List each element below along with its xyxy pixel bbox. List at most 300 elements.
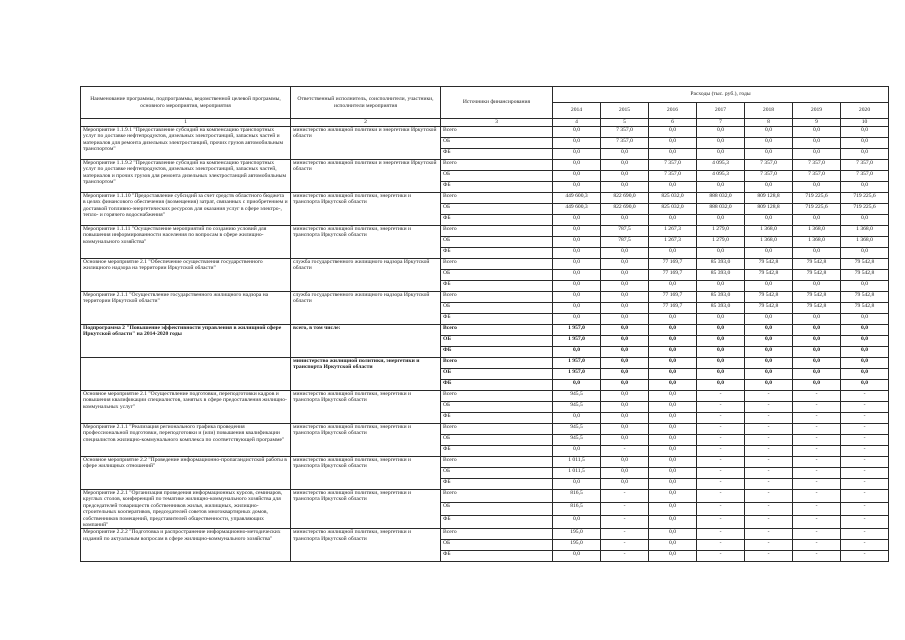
amount-cell: 0,0 xyxy=(553,314,601,325)
column-number: 6 xyxy=(649,119,697,127)
amount-cell: 0,0 xyxy=(745,138,793,149)
amount-cell: 0,0 xyxy=(553,551,601,562)
amount-cell: 0,0 xyxy=(649,149,697,160)
amount-cell: 0,0 xyxy=(841,314,889,325)
amount-cell: - xyxy=(745,540,793,551)
amount-cell: 0,0 xyxy=(649,413,697,424)
amount-cell: 0,0 xyxy=(553,380,601,391)
amount-cell: 79 542,8 xyxy=(841,259,889,270)
amount-cell: 0,0 xyxy=(745,314,793,325)
amount-cell: 7 357,0 xyxy=(745,171,793,182)
amount-cell: 0,0 xyxy=(601,457,649,468)
funding-source-cell: Всего xyxy=(441,259,553,270)
amount-cell: - xyxy=(793,551,841,562)
amount-cell: 7 357,0 xyxy=(745,160,793,171)
table-row xyxy=(81,391,889,402)
funding-source-cell: ОБ xyxy=(441,303,553,314)
amount-cell: 0,0 xyxy=(649,380,697,391)
funding-source-cell: ОБ xyxy=(441,336,553,347)
measure-name-cell xyxy=(81,358,291,391)
amount-cell: - xyxy=(745,402,793,413)
executor-cell: министерство жилищной политики, энергетики и транспорта Иркутской области xyxy=(291,490,441,529)
amount-cell: - xyxy=(697,503,745,516)
amount-cell: 0,0 xyxy=(649,468,697,479)
amount-cell: 945,5 xyxy=(553,435,601,446)
amount-cell: 0,0 xyxy=(793,369,841,380)
amount-cell: 79 542,8 xyxy=(745,270,793,281)
amount-cell: 0,0 xyxy=(697,182,745,193)
amount-cell: 0,0 xyxy=(601,314,649,325)
amount-cell: - xyxy=(841,413,889,424)
table-row xyxy=(81,358,889,369)
amount-cell: 0,0 xyxy=(649,490,697,503)
amount-cell: 0,0 xyxy=(553,171,601,182)
amount-cell: 0,0 xyxy=(553,446,601,457)
funding-source-cell: ОБ xyxy=(441,138,553,149)
amount-cell: 0,0 xyxy=(745,325,793,336)
executor-cell: служба государственного жилищного надзора Иркутской области xyxy=(291,259,441,292)
amount-cell: 0,0 xyxy=(649,358,697,369)
funding-source-cell: Всего xyxy=(441,226,553,237)
amount-cell: 0,0 xyxy=(553,127,601,138)
amount-cell: - xyxy=(745,446,793,457)
amount-cell: 0,0 xyxy=(601,259,649,270)
amount-cell: - xyxy=(745,424,793,435)
funding-source-cell: ФБ xyxy=(441,551,553,562)
amount-cell: 1 279,0 xyxy=(697,226,745,237)
amount-cell: 1 368,0 xyxy=(793,237,841,248)
amount-cell: - xyxy=(841,516,889,529)
amount-cell: - xyxy=(601,503,649,516)
amount-cell: 85 393,0 xyxy=(697,303,745,314)
amount-cell: 0,0 xyxy=(601,391,649,402)
amount-cell: - xyxy=(745,490,793,503)
amount-cell: - xyxy=(793,435,841,446)
amount-cell: 1 279,0 xyxy=(697,237,745,248)
amount-cell: 0,0 xyxy=(601,325,649,336)
amount-cell: - xyxy=(841,468,889,479)
amount-cell: 1 957,0 xyxy=(553,369,601,380)
column-number: 4 xyxy=(553,119,601,127)
amount-cell: 0,0 xyxy=(841,138,889,149)
executor-cell: министерство жилищной политики, энергетики и транспорта Иркутской области xyxy=(291,226,441,259)
executor-cell: министерство жилищной политики, энергетики и транспорта Иркутской области xyxy=(291,529,441,562)
amount-cell: 0,0 xyxy=(553,248,601,259)
amount-cell: 825 032,0 xyxy=(649,193,697,204)
funding-source-cell: Всего xyxy=(441,193,553,204)
amount-cell: - xyxy=(601,490,649,503)
amount-cell: 0,0 xyxy=(601,281,649,292)
amount-cell: 0,0 xyxy=(697,127,745,138)
expenditure-table xyxy=(80,86,889,562)
amount-cell: 79 542,8 xyxy=(841,270,889,281)
measure-name-cell: Мероприятие 2.2.1 "Организация проведения информационных курсов, семинаров, круглых столов, конференций по тематике жилищно-коммунального хозяйства для председателей товариществ собственников жилья, жилищных, жилищно-строительных кооперативов, председателей советов многоквартирных домов, собственников помещений, представителей общественности, управляющих компаний" xyxy=(81,490,291,529)
amount-cell: 945,5 xyxy=(553,424,601,435)
amount-cell: 0,0 xyxy=(649,540,697,551)
executor-cell: министерство жилищной политики, энергетики и транспорта Иркутской области xyxy=(291,391,441,424)
amount-cell: 0,0 xyxy=(601,468,649,479)
amount-cell: 0,0 xyxy=(553,160,601,171)
amount-cell: 0,0 xyxy=(601,270,649,281)
amount-cell: - xyxy=(697,435,745,446)
funding-source-cell: ОБ xyxy=(441,435,553,446)
year-header: 2020 xyxy=(841,103,889,119)
amount-cell: - xyxy=(793,413,841,424)
amount-cell: 1 368,0 xyxy=(841,237,889,248)
amount-cell: 0,0 xyxy=(745,127,793,138)
funding-source-cell: ФБ xyxy=(441,347,553,358)
amount-cell: 0,0 xyxy=(745,149,793,160)
amount-cell: - xyxy=(793,446,841,457)
amount-cell: 0,0 xyxy=(601,380,649,391)
funding-source-cell: ОБ xyxy=(441,237,553,248)
amount-cell: 809 128,8 xyxy=(745,193,793,204)
amount-cell: - xyxy=(745,516,793,529)
amount-cell: 0,0 xyxy=(745,369,793,380)
amount-cell: 0,0 xyxy=(697,347,745,358)
funding-source-cell: ОБ xyxy=(441,171,553,182)
measure-name-cell: Мероприятие 1.1.11 "Осуществление мероприятий по созданию условий для повышения информированности населения по вопросам в сфере жилищно-коммунального хозяйства" xyxy=(81,226,291,259)
amount-cell: 0,0 xyxy=(697,138,745,149)
measure-name-cell: Основное мероприятие 2.1 "Обеспечение осуществления государственного жилищного надзора на территории Иркутской области" xyxy=(81,259,291,292)
measure-name-cell: Мероприятие 2.1.1 "Реализация регионального графика проведения профессиональной подготовки, переподготовки и (или) повышения квалификации специалистов жилищно-коммунального комплекса по соответствующей программе" xyxy=(81,424,291,457)
amount-cell: 0,0 xyxy=(649,369,697,380)
amount-cell: 1 011,5 xyxy=(553,468,601,479)
table-body xyxy=(81,127,889,562)
amount-cell: - xyxy=(697,457,745,468)
amount-cell: 0,0 xyxy=(841,127,889,138)
amount-cell: 79 542,8 xyxy=(841,303,889,314)
funding-source-cell: ФБ xyxy=(441,314,553,325)
amount-cell: - xyxy=(601,446,649,457)
amount-cell: 0,0 xyxy=(553,347,601,358)
amount-cell: 0,0 xyxy=(649,314,697,325)
amount-cell: - xyxy=(697,516,745,529)
amount-cell: 0,0 xyxy=(601,292,649,303)
amount-cell: 719 225,6 xyxy=(841,204,889,215)
amount-cell: 0,0 xyxy=(553,226,601,237)
amount-cell: 0,0 xyxy=(649,457,697,468)
amount-cell: 0,0 xyxy=(553,516,601,529)
amount-cell: - xyxy=(697,391,745,402)
table-row xyxy=(81,457,889,468)
amount-cell: 0,0 xyxy=(553,259,601,270)
col-header-executor: Ответственный исполнитель, соисполнители, участники, исполнители мероприятия xyxy=(291,87,441,119)
column-number: 9 xyxy=(793,119,841,127)
amount-cell: - xyxy=(697,468,745,479)
amount-cell: 1 011,5 xyxy=(553,457,601,468)
amount-cell: 7 357,0 xyxy=(649,160,697,171)
funding-source-cell: Всего xyxy=(441,391,553,402)
amount-cell: 449 600,3 xyxy=(553,204,601,215)
amount-cell: 0,0 xyxy=(841,380,889,391)
amount-cell: 816,5 xyxy=(553,490,601,503)
amount-cell: 7 357,0 xyxy=(649,171,697,182)
amount-cell: 0,0 xyxy=(601,369,649,380)
amount-cell: 0,0 xyxy=(793,215,841,226)
amount-cell: 0,0 xyxy=(601,248,649,259)
amount-cell: 0,0 xyxy=(793,281,841,292)
table-row xyxy=(81,292,889,303)
column-number: 1 xyxy=(81,119,291,127)
amount-cell: 0,0 xyxy=(649,182,697,193)
amount-cell: 1 267,3 xyxy=(649,226,697,237)
amount-cell: - xyxy=(793,391,841,402)
amount-cell: 0,0 xyxy=(745,182,793,193)
amount-cell: 0,0 xyxy=(745,281,793,292)
amount-cell: 0,0 xyxy=(649,138,697,149)
executor-cell: министерство жилищной политики и энергетики Иркутской области xyxy=(291,127,441,160)
funding-source-cell: ФБ xyxy=(441,248,553,259)
amount-cell: 1 957,0 xyxy=(553,358,601,369)
amount-cell: - xyxy=(697,529,745,540)
amount-cell: 77 169,7 xyxy=(649,270,697,281)
amount-cell: - xyxy=(793,529,841,540)
amount-cell: 7 357,0 xyxy=(793,160,841,171)
col-header-name: Наименование программы, подпрограммы, ведомственной целевой программы, основного мероприятия, мероприятия xyxy=(81,87,291,119)
amount-cell: 0,0 xyxy=(649,503,697,516)
amount-cell: 4 095,3 xyxy=(697,160,745,171)
amount-cell: 719 225,6 xyxy=(841,193,889,204)
amount-cell: 85 393,0 xyxy=(697,270,745,281)
amount-cell: - xyxy=(841,402,889,413)
amount-cell: - xyxy=(745,457,793,468)
amount-cell: 888 032,0 xyxy=(697,204,745,215)
amount-cell: 945,5 xyxy=(553,402,601,413)
amount-cell: 0,0 xyxy=(793,380,841,391)
amount-cell: - xyxy=(745,503,793,516)
amount-cell: 0,0 xyxy=(793,248,841,259)
funding-source-cell: Всего xyxy=(441,127,553,138)
table-row xyxy=(81,127,889,138)
funding-source-cell: ФБ xyxy=(441,516,553,529)
amount-cell: - xyxy=(841,529,889,540)
measure-name-cell: Мероприятие 1.1.10 "Предоставление субсидий за счет средств областного бюджета в целях финансового обеспечения (возмещения) затрат, связанных с приобретением и доставкой топливно-энергетических ресурсов для оказания услуг в сфере электро-, тепло- и горячего водоснабжения" xyxy=(81,193,291,226)
table-row xyxy=(81,490,889,503)
amount-cell: 0,0 xyxy=(793,127,841,138)
funding-source-cell: Всего xyxy=(441,292,553,303)
amount-cell: 822 690,0 xyxy=(601,193,649,204)
amount-cell: 1 368,0 xyxy=(745,237,793,248)
amount-cell: 0,0 xyxy=(841,281,889,292)
amount-cell: 1 368,0 xyxy=(841,226,889,237)
amount-cell: 0,0 xyxy=(649,347,697,358)
amount-cell: 0,0 xyxy=(601,171,649,182)
amount-cell: 0,0 xyxy=(697,369,745,380)
amount-cell: 79 542,8 xyxy=(745,259,793,270)
measure-name-cell: Мероприятие 1.1.9.2 "Предоставление субсидий на компенсацию транспортных услуг по доставке нефтепродуктов, дизельных электростанций, запасных частей, материалов и прочих грузов для ремонта дизельных электростанций автомобильным транспортом" xyxy=(81,160,291,193)
measure-name-cell: Основное мероприятие 2.1 "Осуществление подготовки, переподготовки кадров и повышения квалификации специалистов, занятых в сфере предоставления жилищно-коммунальных услуг" xyxy=(81,391,291,424)
amount-cell: 0,0 xyxy=(793,182,841,193)
amount-cell: - xyxy=(793,457,841,468)
amount-cell: - xyxy=(793,540,841,551)
year-header: 2015 xyxy=(601,103,649,119)
amount-cell: 0,0 xyxy=(793,347,841,358)
amount-cell: 0,0 xyxy=(697,149,745,160)
amount-cell: - xyxy=(601,540,649,551)
amount-cell: 0,0 xyxy=(841,369,889,380)
amount-cell: 0,0 xyxy=(601,358,649,369)
year-header: 2016 xyxy=(649,103,697,119)
amount-cell: - xyxy=(601,529,649,540)
amount-cell: 1 368,0 xyxy=(793,226,841,237)
amount-cell: 945,5 xyxy=(553,391,601,402)
amount-cell: 7 357,0 xyxy=(841,171,889,182)
amount-cell: 0,0 xyxy=(841,336,889,347)
amount-cell: 0,0 xyxy=(697,358,745,369)
amount-cell: - xyxy=(697,490,745,503)
amount-cell: - xyxy=(841,490,889,503)
amount-cell: 0,0 xyxy=(793,336,841,347)
amount-cell: 0,0 xyxy=(649,479,697,490)
amount-cell: - xyxy=(745,479,793,490)
amount-cell: - xyxy=(841,551,889,562)
column-number: 5 xyxy=(601,119,649,127)
amount-cell: 0,0 xyxy=(793,325,841,336)
amount-cell: 4 095,3 xyxy=(697,171,745,182)
amount-cell: - xyxy=(841,424,889,435)
amount-cell: 1 957,0 xyxy=(553,325,601,336)
column-number: 7 xyxy=(697,119,745,127)
amount-cell: 0,0 xyxy=(553,292,601,303)
amount-cell: 0,0 xyxy=(649,215,697,226)
amount-cell: 0,0 xyxy=(601,182,649,193)
amount-cell: 79 542,8 xyxy=(793,303,841,314)
amount-cell: 0,0 xyxy=(649,435,697,446)
amount-cell: 0,0 xyxy=(841,347,889,358)
column-number: 3 xyxy=(441,119,553,127)
amount-cell: 77 169,7 xyxy=(649,292,697,303)
amount-cell: 0,0 xyxy=(793,314,841,325)
measure-name-cell: Мероприятие 2.2.2 "Подготовка и распространение информационно-методических изданий по актуальным вопросам в сфере жилищно-коммунального хозяйства" xyxy=(81,529,291,562)
amount-cell: 0,0 xyxy=(697,325,745,336)
amount-cell: 719 225,6 xyxy=(793,193,841,204)
funding-source-cell: ФБ xyxy=(441,446,553,457)
amount-cell: 0,0 xyxy=(649,402,697,413)
amount-cell: 0,0 xyxy=(553,149,601,160)
amount-cell: 0,0 xyxy=(601,435,649,446)
amount-cell: 0,0 xyxy=(553,281,601,292)
table-row xyxy=(81,160,889,171)
amount-cell: 0,0 xyxy=(601,402,649,413)
amount-cell: 816,5 xyxy=(553,503,601,516)
funding-source-cell: Всего xyxy=(441,490,553,503)
amount-cell: - xyxy=(697,551,745,562)
funding-source-cell: ОБ xyxy=(441,402,553,413)
amount-cell: - xyxy=(745,413,793,424)
funding-source-cell: ОБ xyxy=(441,540,553,551)
executor-cell: министерство жилищной политики и энергетики Иркутской области xyxy=(291,160,441,193)
amount-cell: 0,0 xyxy=(793,149,841,160)
amount-cell: - xyxy=(697,424,745,435)
amount-cell: 0,0 xyxy=(649,516,697,529)
funding-source-cell: ФБ xyxy=(441,182,553,193)
table-row xyxy=(81,529,889,540)
table-row xyxy=(81,259,889,270)
amount-cell: 0,0 xyxy=(649,529,697,540)
amount-cell: - xyxy=(793,424,841,435)
amount-cell: 0,0 xyxy=(697,380,745,391)
funding-source-cell: ФБ xyxy=(441,413,553,424)
table-row xyxy=(81,325,889,336)
funding-source-cell: ОБ xyxy=(441,503,553,516)
amount-cell: 0,0 xyxy=(553,182,601,193)
column-number: 8 xyxy=(745,119,793,127)
amount-cell: 0,0 xyxy=(841,325,889,336)
amount-cell: 79 542,8 xyxy=(745,292,793,303)
executor-cell: министерство жилищной политики, энергетики и транспорта Иркутской области xyxy=(291,358,441,391)
year-header: 2014 xyxy=(553,103,601,119)
amount-cell: 0,0 xyxy=(841,149,889,160)
amount-cell: 0,0 xyxy=(601,336,649,347)
amount-cell: 0,0 xyxy=(841,358,889,369)
measure-name-cell: Основное мероприятие 2.2 "Проведение информационно-пропагандистской работы в сфере жилищных отношений" xyxy=(81,457,291,490)
amount-cell: - xyxy=(841,457,889,468)
amount-cell: 77 169,7 xyxy=(649,259,697,270)
amount-cell: 0,0 xyxy=(697,215,745,226)
amount-cell: 888 032,0 xyxy=(697,193,745,204)
amount-cell: 825 032,0 xyxy=(649,204,697,215)
funding-source-cell: Всего xyxy=(441,325,553,336)
amount-cell: - xyxy=(745,551,793,562)
col-header-expenses: Расходы (тыс. руб.), годы xyxy=(553,87,889,103)
amount-cell: - xyxy=(745,391,793,402)
amount-cell: 195,0 xyxy=(553,540,601,551)
amount-cell: 0,0 xyxy=(793,358,841,369)
funding-source-cell: ФБ xyxy=(441,149,553,160)
funding-source-cell: ФБ xyxy=(441,281,553,292)
amount-cell: 0,0 xyxy=(601,424,649,435)
amount-cell: 449 600,3 xyxy=(553,193,601,204)
measure-name-cell: Мероприятие 1.1.9.1 "Предоставление субсидий на компенсацию транспортных услуг по доставке нефтепродуктов, дизельных электростанций, запасных частей и материалов для ремонта дизельных электростанций, прочих грузов автомобильным транспортом" xyxy=(81,127,291,160)
amount-cell: - xyxy=(841,540,889,551)
year-header: 2017 xyxy=(697,103,745,119)
amount-cell: 85 393,0 xyxy=(697,292,745,303)
table-row xyxy=(81,193,889,204)
funding-source-cell: Всего xyxy=(441,529,553,540)
executor-cell: министерство жилищной политики, энергетики и транспорта Иркутской области xyxy=(291,193,441,226)
amount-cell: 0,0 xyxy=(697,336,745,347)
executor-cell: всего, в том числе: xyxy=(291,325,441,358)
amount-cell: 0,0 xyxy=(601,347,649,358)
year-header: 2019 xyxy=(793,103,841,119)
amount-cell: 0,0 xyxy=(793,138,841,149)
amount-cell: 1 957,0 xyxy=(553,336,601,347)
funding-source-cell: Всего xyxy=(441,160,553,171)
amount-cell: 0,0 xyxy=(553,303,601,314)
amount-cell: 1 368,0 xyxy=(745,226,793,237)
amount-cell: 7 357,0 xyxy=(601,138,649,149)
amount-cell: - xyxy=(697,402,745,413)
amount-cell: 0,0 xyxy=(649,391,697,402)
amount-cell: - xyxy=(697,479,745,490)
amount-cell: 0,0 xyxy=(841,215,889,226)
amount-cell: 85 393,0 xyxy=(697,259,745,270)
amount-cell: 79 542,8 xyxy=(793,270,841,281)
amount-cell: 0,0 xyxy=(601,160,649,171)
amount-cell: 0,0 xyxy=(553,479,601,490)
executor-cell: служба государственного жилищного надзора Иркутской области xyxy=(291,292,441,325)
table-row xyxy=(81,226,889,237)
amount-cell: 0,0 xyxy=(553,270,601,281)
amount-cell: 787,5 xyxy=(601,237,649,248)
funding-source-cell: ФБ xyxy=(441,479,553,490)
amount-cell: 0,0 xyxy=(745,380,793,391)
amount-cell: 0,0 xyxy=(553,215,601,226)
amount-cell: 7 357,0 xyxy=(793,171,841,182)
amount-cell: 7 357,0 xyxy=(601,127,649,138)
measure-name-cell: Подпрограмма 2 "Повышение эффективности управления в жилищной сфере Иркутской области" на 2014-2020 годы xyxy=(81,325,291,358)
